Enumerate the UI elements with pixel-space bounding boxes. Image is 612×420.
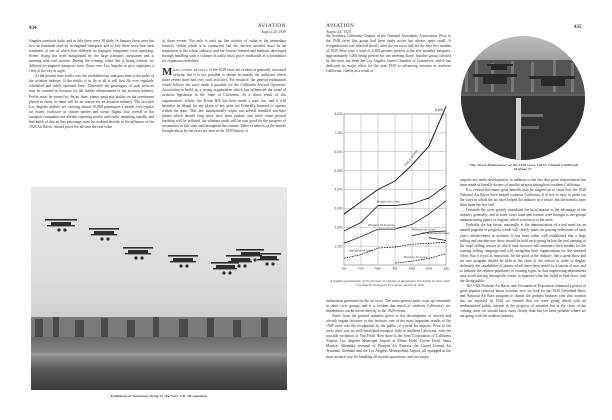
paragraph: The 1928 National Air Races and Aeronautical Exposition climaxed a period of great popular curiosity about aviation; now we look for the 1929 Cleveland Show and National Air Race program to climax the greatest business year that aviation has yet enjoyed. In 1928 we learned that we were going ahead with an undiminished public interest in the progress of aviation, but at the close of the coming show we should know more clearly than has yet been possible where we are going with the aviation industry.	[460, 283, 586, 319]
series-label: Standard Air Lines	[348, 248, 374, 253]
x-tick-label: Apr	[392, 266, 398, 271]
three-musketeers-photo	[461, 36, 585, 160]
y-tick-label: 3,000	[334, 206, 343, 211]
x-tick-label: Feb	[358, 266, 364, 271]
lead-in: any other results	[173, 68, 208, 73]
left-column-2	[162, 39, 286, 179]
running-head	[230, 24, 286, 34]
series-label: Western Air Express	[367, 223, 395, 228]
page-number: 435	[574, 25, 582, 30]
paragraph: At the present time traffic over the established air transport lines is the pulse of the aviation industry. If the public is to fly at all it will first fly over regularly scheduled and safely operated lines. Thereafter the passengers of such services may be counted as boosters for the further advancement of the aviation industry. Profits must be earned by the air lines, planes must pay profits on the investment placed in them, or there will be no reason for an aviation industry. The fact that Los Angeles airlines are carrying almost 10,000 passengers a month over regular air routes, exclusive of charter parties and scenic flights, that several of the transport companies are already reporting profits and traffic mounting rapidly, and that much of this air line patronage must be credited directly to the influence of the 1928 Air Races, should prove for all time the real value	[29, 74, 154, 129]
series-label: Pickwick Air Lines	[411, 227, 436, 232]
page-number: 434	[29, 26, 37, 31]
magazine-title: AVIATION	[257, 23, 286, 29]
runway-marking	[516, 98, 521, 160]
paragraph: the Southern California Chapter of the National Aeronautic Association. Prior to the 1928 races this group had been fairly active but always quite small. A reorganization was effected shortly after the air races and for the first five months of 1929 there were a total of 2,300 persons present at the five monthly banquets, approximately 1,000 being present for one meeting alone. Another group affected by the races has been the Los Angeles Junior Chamber of Commerce, which has dedicated its major effort for the year 1929 to advancing aviation in southern California, chiefly as a result of	[326, 34, 451, 74]
airfield	[31, 337, 287, 390]
paragraph: airports are under development, in addition to the fact that great improvement has been made at literally dozens of smaller airports throughout southern California.	[460, 178, 586, 188]
paragraph: Aside from the general stimulus given to the development of aircraft and aircraft engine factories in this territory, one of the most important results of the 1928 races was the recognition by the public of a need for airports. Prior to the races there was no well-developed transport field in southern California, with the possible exception of Vail Field. Now there is the Aero Corporation of California Airport, Los Angeles Municipal Airport at Mines Field, Clover Field, Santa Monica, Alhambra terminal of Western Air Express, the Grand Central Air Terminal, Glendale and the Los Angeles Metropolitan Airport, all equipped in the most modern way for handling all aircraft operations; and two major	[326, 314, 451, 359]
y-tick-label: 8,000	[334, 112, 343, 117]
right-column-1-bottom	[326, 299, 451, 417]
issue-date: August 24, 1929	[261, 29, 286, 34]
photo-caption: "The Three Musketeers" of the 1928 races, led by Colonel Lindbergh in plane 37	[467, 163, 579, 172]
x-tick-label: July	[443, 266, 449, 271]
passenger-chart-svg	[328, 100, 452, 275]
right-column-1-top	[326, 34, 451, 100]
formation-flying-photo	[31, 187, 287, 390]
right-page	[306, 0, 612, 420]
y-tick-label: 6,000	[334, 149, 343, 154]
paragraph: of those events. Not only is such air line activity of value to the immediate territory within which it is conducted, but the success attained must be an inspiration to the whole industry, and the lessons learned and methods developed through handling such a volume of traffic must prove invaluable as a foundation for expansion elsewhere.	[162, 39, 286, 64]
paragraph: Certainly the races greatly stimulated the local market to the advantage of the industry generally, and in some cases fame and fortune were brought to the groups manufacturing planes or engines which won favor at the meet.	[460, 208, 586, 223]
x-tick-label: Mar	[375, 266, 381, 271]
series-label: Continental Air Lines	[422, 230, 450, 235]
x-tick-label: June	[425, 266, 433, 271]
x-tick-label: May	[408, 266, 416, 271]
top-value-label: 8,400	[435, 108, 443, 112]
paragraph: It is evident that many great benefits may be singled out to show how the 1928 National Air Races have helped southern California. It is not so easy to point out the ways in which the air races helped the industry as a whole, but the benefits have been none the less real.	[460, 188, 586, 208]
y-tick-label: 5,000	[334, 168, 343, 173]
photo-image	[461, 36, 585, 160]
running-head	[326, 24, 386, 34]
y-tick-label: 7,000	[334, 131, 343, 136]
right-column-2	[460, 178, 586, 418]
series-label: Mercury Air Lines	[403, 255, 428, 260]
paragraph: Angeles terminals daily, and in July there were 38 daily. In January there were but two air terminals used by tri-engined transports and in July there were four such terminals, at one of which four different air transport companies were operating. Scenic flying has been inaugurated by the large transport companies and is meeting with real success. During the evening when this is being written, six different tri-engined transports have flown over Los Angeles to give sightseers a view of the city at night.	[29, 39, 154, 74]
series-label: Total of all lines	[402, 148, 419, 168]
y-tick-label: 4,000	[334, 187, 343, 192]
passenger-chart	[328, 100, 452, 275]
left-column-1	[29, 39, 154, 175]
y-tick-label: 2,000	[334, 225, 343, 230]
series-line-continental-air-lines	[429, 238, 446, 241]
paragraph-body: of the 1928 races are evident in generally increased activity, but it is not possible to define accurately the influence which those events have had over such activities. For instance, the general enthusiasm which follows the races made it possible for the California Aircraft Operators' Association to build up a strong organization which has influenced the trend of aviation legislation in the State of California. As a direct result of this organization's efforts, the Evans Bill has been made a state law, and it will hereafter be illegal for any plane or any pilot not Federally licensed to operate within the state. This law automatically wipes out several hundred war-time planes which should long since have been junked, and while some present hardship will be inflicted, the ultimate result will be vast good for the progress of aeronautics in this state and throughout the country. Other evidences of the benefit brought about by the races are seen in the 1929 history of	[162, 68, 286, 133]
paragraph: Probably the big factor, nationally, is the demonstration of a real need for an annual pageant of progress which will clearly mark the passing milestones of each year's advancement in aviation. It has been rather well established that a large selling and introductory show should be held each spring before the real opening of the retail selling season, at which time factories will announce their models for the coming selling campaign and will strengthen their organizations for the seasonal effort. But it is just as important, for the good of the industry, that a great show and air race program should be held at the close of the season in order to display definitely the capabilities of planes which have been tested by a season of use, and to indicate the relative popularity of existing types, so that engineering departments may avoid slaving through the winter to improve what has failed to find favor with the flying public.	[460, 223, 586, 283]
paragraph: enthusiasm generated by the air races. The same general spirit crops up constantly in other civic groups, and it is evident that much of southern California's air-mindedness can be traced directly to the 1928 events.	[326, 299, 451, 314]
issue-date: August 24, 1929	[326, 29, 351, 34]
dropcap: M	[162, 66, 173, 79]
photo-image	[31, 187, 287, 390]
photo-caption: Exhibition of formation flying by the Navy V.B. 1B squadron	[110, 394, 208, 398]
chart-caption: A graphic presentation of the increase in number of passengers carried by air lines from Los Angeles during the first seven months of 1929	[330, 279, 450, 288]
section-opening	[162, 68, 286, 134]
y-tick-label: 1,000	[334, 244, 343, 249]
x-tick-label: Jan	[341, 266, 347, 271]
series-label: Maddux Air Lines	[376, 199, 400, 204]
magazine-title: AVIATION	[326, 23, 355, 29]
